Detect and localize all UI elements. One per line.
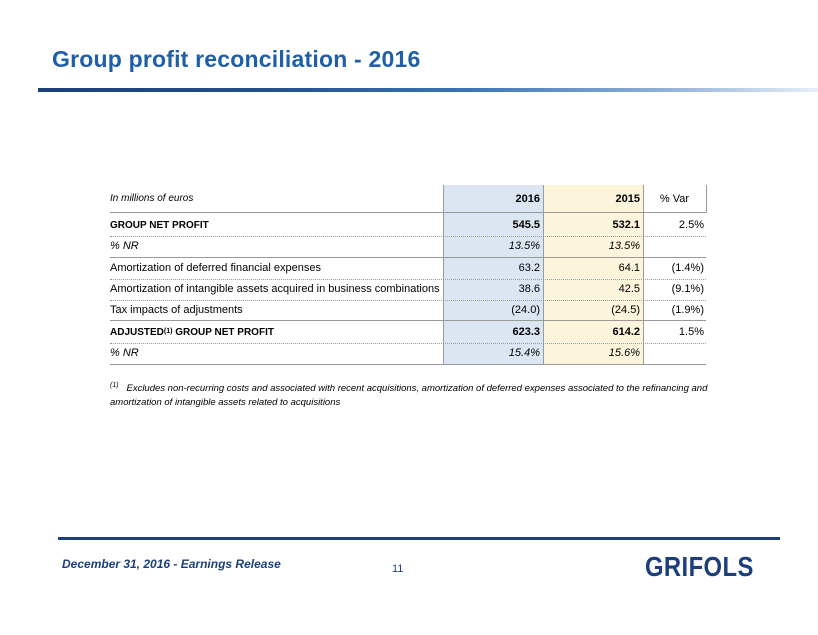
footer-title: December 31, 2016 - Earnings Release [62, 557, 281, 571]
header-var: % Var [659, 192, 690, 205]
page-title: Group profit reconciliation - 2016 [52, 46, 421, 72]
page-number: 11 [392, 563, 404, 575]
value-2016: 545.5 [512, 219, 540, 231]
row-label: GROUP NET PROFIT [110, 219, 209, 231]
row-label: Amortization of intangible assets acquired in business combinations [110, 283, 440, 295]
value-2015: (24.5) [611, 304, 640, 316]
value-2015: 15.6% [608, 347, 640, 359]
value-var: (1.4%) [671, 262, 704, 274]
row-label: ADJUSTED (1) GROUP NET PROFIT [110, 326, 274, 338]
value-var: (1.9%) [671, 304, 704, 316]
value-2016: 15.4% [508, 347, 540, 359]
column-divider [706, 185, 707, 213]
units-label: In millions of euros [110, 193, 194, 204]
row-label: % NR [110, 240, 139, 252]
value-2015: 64.1 [618, 262, 640, 274]
value-var [643, 236, 706, 256]
value-2015: 532.1 [612, 219, 640, 231]
footnote-marker: (1) [110, 381, 119, 389]
footnote-text: Excludes non-recurring costs and associated with recent acquisitions, amortization of deferred expenses associated to the refinancing and amortization of intangible assets related to acquisitions [110, 383, 708, 408]
table-row [110, 215, 706, 235]
footer-divider [58, 537, 780, 540]
title-divider [38, 88, 818, 92]
value-2015: 13.5% [608, 240, 640, 252]
header-2016: 2016 [515, 192, 540, 205]
value-2015: 42.5 [618, 283, 640, 295]
value-2015: 614.2 [612, 326, 640, 338]
table-row [110, 300, 706, 320]
row-label: Amortization of deferred financial expenses [110, 262, 321, 274]
row-label: % NR [110, 347, 139, 359]
table-header-row [110, 185, 706, 212]
header-2015: 2015 [615, 192, 640, 205]
value-2016: 13.5% [508, 240, 540, 252]
value-var: 2.5% [678, 219, 704, 231]
value-2016: (24.0) [511, 304, 540, 316]
table-row [110, 322, 706, 342]
row-label-pre: ADJUSTED [110, 326, 164, 338]
row-label: Tax impacts of adjustments [110, 304, 243, 316]
footnote [110, 382, 710, 410]
value-var: 1.5% [678, 326, 704, 338]
value-2016: 623.3 [512, 326, 540, 338]
value-var [643, 343, 706, 363]
table-row [110, 258, 706, 278]
table-bottom-border [110, 364, 706, 365]
value-2016: 38.6 [518, 283, 540, 295]
value-2016: 63.2 [518, 262, 540, 274]
table-row [110, 236, 706, 256]
row-label-post: GROUP NET PROFIT [172, 326, 274, 338]
section-divider [110, 320, 706, 321]
grifols-logo: GRIFOLS [645, 551, 754, 582]
table-row [110, 343, 706, 363]
header-underline [110, 212, 706, 213]
value-var: (9.1%) [671, 283, 704, 295]
table-row [110, 279, 706, 299]
